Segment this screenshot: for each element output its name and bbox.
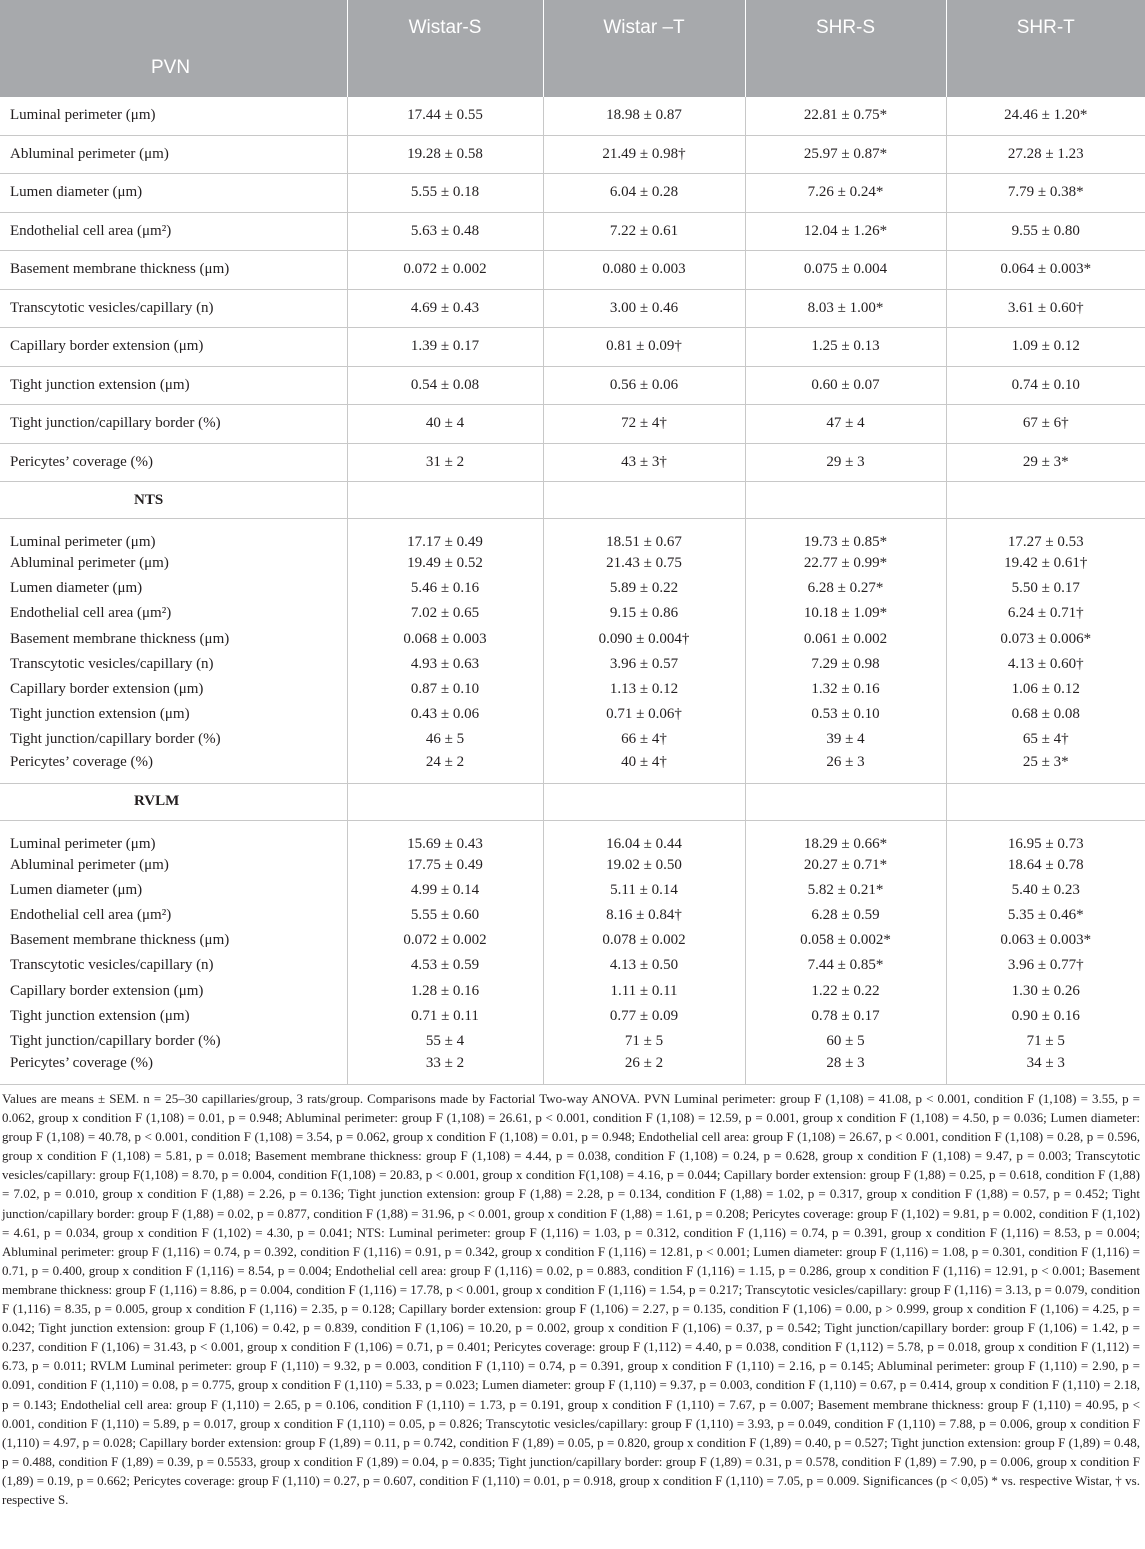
- value-cell: 1.30 ± 0.26: [1011, 982, 1080, 999]
- value-cell: 0.71 ± 0.06†: [543, 702, 745, 727]
- row-label: Tight junction extension (μm): [0, 1004, 347, 1029]
- table-row: [0, 576, 1145, 601]
- table-footnote: Values are means ± SEM. n = 25–30 capillaries/group, 3 rats/group. Comparisons made by Factorial Two-way ANOVA. PVN Luminal perimeter: group F (1,108) = 41.08, p < 0.001, condition F (1,108) = 3.55, p = 0.062, group x condition F (1,108) = 0.01, p = 0.948; Abluminal perimeter: group F (1,108) = 26.61, p < 0.001, condition F (1,108) = 12.59, p = 0.001, group x condition F (1,108) = 4.50, p = 0.036; Lumen diameter: group F (1,108) = 40.78, p < 0.001, condition F (1,108) = 3.54, p = 0.062, group x condition F (1,108) = 0.01, p = 0.948; Endothelial cell area: group F (1,108) = 26.67, p < 0.001, condition F (1,108) = 0.28, p = 0.596, group x condition F (1,108) = 5.81, p = 0.018; Basement membrane thickness: group F (1,108) = 4.44, p = 0.038, condition F (1,108) = 0.24, p = 0.628, group x condition F (1,108) = 9.47, p = 0.003; Transcytotic vesicles/capillary: group F(1,108) = 8.70, p = 0.004, condition F(1,108) = 20.83, p < 0.001, group x condition F(1,108) = 4.16, p = 0.044; Capillary border extension: group F (1,88) = 0.25, p = 0.618, condition F (1,88) = 7.02, p = 0.010, group x condition F (1,88) = 2.26, p = 0.136; Tight junction extension: group F (1,88) = 2.28, p = 0.134, condition F (1,88) = 1.02, p = 0.317, group x condition F (1,88) = 0.57, p = 0.452; Tight junction/capillary border: group F (1,88) = 0.02, p = 0.877, condition F (1,88) = 31.96, p < 0.001, group x condition F (1,88) = 1.61, p = 0.208; Pericytes coverage: group F (1,102) = 9.81, p = 0.002, condition F (1,102) = 4.61, p = 0.034, group x condition F (1,102) = 4.30, p = 0.041; NTS: Luminal perimeter: group F (1,116) = 1.03, p = 0.312, condition F (1,116) = 0.74, p = 0.391, group x condition F (1,116) = 8.53, p = 0.004; Abluminal perimeter: group F (1,116) = 0.74, p = 0.392, condition F (1,116) = 0.91, p = 0.342, group x condition F (1,116) = 12.81, p < 0.001; Lumen diameter: group F (1,116) = 1.08, p = 0.301, condition F (1,116) = 0.71, p = 0.400, group x condition F (1,116) = 8.54, p = 0.004; Endothelial cell area: group F (1,116) = 0.02, p = 0.883, condition F (1,116) = 1.15, p = 0.286, group x condition F (1,116) = 12.91, p < 0.001; Basement membrane thickness: group F (1,116) = 8.86, p = 0.004, condition F (1,116) = 17.78, p < 0.001, group x condition F (1,116) = 1.54, p = 0.217; Transcytotic vesicles/capillary: group F (1,116) = 3.13, p = 0.079, condition F (1,116) = 8.35, p = 0.005, group x condition F (1,116) = 2.35, p = 0.128; Capillary border extension: group F (1,106) = 2.27, p = 0.135, condition F (1,106) = 0.00, p > 0.999, group x condition F (1,106) = 4.25, p = 0.042; Tight junction extension: group F (1,106) = 0.42, p = 0.839, condition F (1,106) = 10.20, p = 0.002, group x condition F (1,106) = 0.37, p = 0.542; Tight junction/capillary border: group F (1,106) = 1.42, p = 0.237, condition F (1,106) = 31.43, p < 0.001, group x condition F (1,106) = 0.71, p = 0.401; Pericytes coverage: group F (1,112) = 4.40, p = 0.038, condition F (1,112) = 5.78, p = 0.018, group x condition F (1,112) = 6.73, p = 0.011; RVLM Luminal perimeter: group F (1,110) = 9.32, p = 0.003, condition F (1,110) = 0.74, p = 0.391, group x condition F (1,110) = 2.16, p = 0.145; Abluminal perimeter: group F (1,110) = 2.90, p = 0.091, condition F (1,110) = 0.08, p = 0.775, group x condition F (1,110) = 5.33, p = 0.023; Lumen diameter: group F (1,110) = 9.37, p = 0.003, condition F (1,110) = 0.67, p = 0.414, group x condition F (1,110) = 2.18, p = 0.143; Endothelial cell area: group F (1,110) = 2.65, p = 0.106, condition F (1,110) = 1.73, p = 0.191, group x condition F (1,110) = 7.67, p = 0.007; Basement membrane thickness: group F (1,110) = 40.95, p < 0.001, condition F (1,110) = 5.89, p = 0.017, group x condition F (1,110) = 0.05, p = 0.826; Transcytotic vesicles/capillary: group F (1,110) = 3.93, p = 0.049, condition F (1,110) = 7.88, p = 0.006, group x condition F (1,110) = 4.97, p = 0.028; Capillary border extension: group F (1,89) = 0.11, p = 0.742, condition F (1,89) = 0.05, p = 0.820, group x condition F (1,89) = 0.40, p = 0.527; Tight junction extension: group F (1,89) = 0.48, p = 0.488, condition F (1,89) = 0.39, p = 0.5533, group x condition F (1,89) = 0.04, p = 0.835; Tight junction/capillary border: group F (1,89) = 0.31, p = 0.578, condition F (1,89) = 7.90, p = 0.006, group x condition F (1,89) = 0.19, p = 0.662; Pericytes coverage: group F (1,110) = 0.27, p = 0.607, condition F (1,110) = 0.01, p = 0.918, group x condition F (1,110) = 7.05, p = 0.009. Significances (p < 0,05) * vs. respective Wistar, † vs. respective S.: [2, 1091, 1140, 1507]
- row-label: Transcytotic vesicles/capillary (n): [0, 289, 347, 328]
- table-row: [0, 652, 1145, 677]
- value-cell: 1.28 ± 0.16: [347, 978, 543, 1003]
- value-cell: 4.13 ± 0.60†: [1007, 655, 1084, 672]
- row-label: Abluminal perimeter (μm): [0, 551, 347, 576]
- row-label: Basement membrane thickness (μm): [0, 627, 347, 652]
- value-cell: 16.95 ± 0.73: [1007, 835, 1084, 852]
- value-cell: 33 ± 2: [347, 1054, 543, 1085]
- table-row: [0, 978, 1145, 1003]
- section-empty-cell: [946, 482, 1145, 519]
- value-cell: 17.75 ± 0.49: [347, 853, 543, 878]
- row-label: Tight junction/capillary border (%): [0, 727, 347, 752]
- header-spacer: [543, 55, 745, 97]
- section-empty-cell: [946, 783, 1145, 820]
- value-cell: 3.96 ± 0.57: [543, 652, 745, 677]
- value-cell: 0.78 ± 0.17: [745, 1004, 946, 1029]
- table-row: [0, 551, 1145, 576]
- value-cell: 3.96 ± 0.77†: [1007, 957, 1084, 974]
- header-spacer: [745, 55, 946, 97]
- value-cell: 5.11 ± 0.14: [543, 878, 745, 903]
- value-cell: 6.28 ± 0.27*: [745, 576, 946, 601]
- column-header: SHR-S: [745, 0, 946, 55]
- section-empty-cell: [543, 783, 745, 820]
- value-cell: 20.27 ± 0.71*: [745, 853, 946, 878]
- value-cell: 16.04 ± 0.44: [543, 820, 745, 853]
- section-empty-cell: [347, 482, 543, 519]
- value-cell: 0.064 ± 0.003*: [946, 251, 1145, 290]
- table-row: [0, 1054, 1145, 1085]
- header-spacer: [946, 55, 1145, 97]
- value-cell: 12.04 ± 1.26*: [745, 212, 946, 251]
- value-cell: 1.22 ± 0.22: [745, 978, 946, 1003]
- table-row: [0, 753, 1145, 784]
- value-cell: 5.55 ± 0.18: [347, 174, 543, 213]
- value-cell: 25 ± 3*: [946, 753, 1145, 784]
- value-cell: 21.43 ± 0.75: [543, 551, 745, 576]
- value-cell: 0.71 ± 0.11: [347, 1004, 543, 1029]
- table-row: [0, 212, 1145, 251]
- table-row: [0, 405, 1145, 444]
- table-row: [0, 677, 1145, 702]
- value-cell: 7.29 ± 0.98: [745, 652, 946, 677]
- value-cell: 0.072 ± 0.002: [347, 928, 543, 953]
- value-cell: 0.058 ± 0.002*: [745, 928, 946, 953]
- section-empty-cell: [745, 482, 946, 519]
- value-cell: 72 ± 4†: [543, 405, 745, 444]
- value-cell: 1.39 ± 0.17: [347, 328, 543, 367]
- value-cell: 6.28 ± 0.59: [745, 903, 946, 928]
- table-row: [0, 928, 1145, 953]
- value-cell: 40 ± 4†: [543, 753, 745, 784]
- row-label: Capillary border extension (μm): [0, 978, 347, 1003]
- value-cell: 1.11 ± 0.11: [543, 978, 745, 1003]
- value-cell: 0.53 ± 0.10: [745, 702, 946, 727]
- value-cell: 19.28 ± 0.58: [347, 135, 543, 174]
- row-label: Luminal perimeter (μm): [0, 820, 347, 853]
- value-cell: 19.73 ± 0.85*: [745, 519, 946, 552]
- value-cell: 15.69 ± 0.43: [347, 820, 543, 853]
- row-label: Abluminal perimeter (μm): [0, 853, 347, 878]
- section-empty-cell: [347, 783, 543, 820]
- value-cell: 5.50 ± 0.17: [1011, 580, 1080, 597]
- row-label: Luminal perimeter (μm): [0, 97, 347, 135]
- table-row: [0, 366, 1145, 405]
- column-header: Wistar-S: [347, 0, 543, 55]
- row-label: Endothelial cell area (μm²): [0, 212, 347, 251]
- value-cell: 3.00 ± 0.46: [543, 289, 745, 328]
- value-cell: 1.13 ± 0.12: [543, 677, 745, 702]
- row-label: Basement membrane thickness (μm): [0, 251, 347, 290]
- value-cell: 7.02 ± 0.65: [347, 601, 543, 626]
- table-row: [0, 289, 1145, 328]
- value-cell: 4.69 ± 0.43: [347, 289, 543, 328]
- value-cell: 7.22 ± 0.61: [543, 212, 745, 251]
- table-row: [0, 1029, 1145, 1054]
- value-cell: 4.53 ± 0.59: [347, 953, 543, 978]
- table-row: [0, 853, 1145, 878]
- value-cell: 0.063 ± 0.003*: [1000, 932, 1092, 949]
- value-cell: 0.77 ± 0.09: [543, 1004, 745, 1029]
- value-cell: 22.77 ± 0.99*: [745, 551, 946, 576]
- value-cell: 6.24 ± 0.71†: [1007, 605, 1084, 622]
- value-cell: 0.068 ± 0.003: [347, 627, 543, 652]
- value-cell: 26 ± 2: [543, 1054, 745, 1085]
- value-cell: 0.81 ± 0.09†: [543, 328, 745, 367]
- value-cell: 9.55 ± 0.80: [946, 212, 1145, 251]
- value-cell: 0.56 ± 0.06: [543, 366, 745, 405]
- table-row: [0, 97, 1145, 135]
- value-cell: 0.68 ± 0.08: [1011, 706, 1080, 723]
- value-cell: 39 ± 4: [745, 727, 946, 752]
- section-empty-cell: [745, 783, 946, 820]
- table-row: [0, 727, 1145, 752]
- value-cell: 25.97 ± 0.87*: [745, 135, 946, 174]
- row-label: Capillary border extension (μm): [0, 328, 347, 367]
- value-cell: 5.55 ± 0.60: [347, 903, 543, 928]
- row-label: Luminal perimeter (μm): [0, 519, 347, 552]
- value-cell: 17.27 ± 0.53: [1007, 534, 1084, 550]
- row-label: Capillary border extension (μm): [0, 677, 347, 702]
- value-cell: 60 ± 5: [745, 1029, 946, 1054]
- value-cell: 24 ± 2: [347, 753, 543, 784]
- row-label: Pericytes’ coverage (%): [0, 1054, 347, 1085]
- value-cell: 0.87 ± 0.10: [347, 677, 543, 702]
- value-cell: 1.32 ± 0.16: [745, 677, 946, 702]
- table-row: [0, 953, 1145, 978]
- value-cell: 29 ± 3*: [946, 443, 1145, 482]
- value-cell: 21.49 ± 0.98†: [543, 135, 745, 174]
- value-cell: 26 ± 3: [745, 753, 946, 784]
- value-cell: 0.075 ± 0.004: [745, 251, 946, 290]
- value-cell: 8.03 ± 1.00*: [745, 289, 946, 328]
- value-cell: 24.46 ± 1.20*: [946, 97, 1145, 135]
- value-cell: 34 ± 3: [946, 1054, 1145, 1085]
- value-cell: 5.63 ± 0.48: [347, 212, 543, 251]
- value-cell: 0.74 ± 0.10: [946, 366, 1145, 405]
- value-cell: 7.44 ± 0.85*: [745, 953, 946, 978]
- table-row: [0, 878, 1145, 903]
- value-cell: 8.16 ± 0.84†: [543, 903, 745, 928]
- table-row: [0, 328, 1145, 367]
- value-cell: 5.46 ± 0.16: [347, 576, 543, 601]
- value-cell: 71 ± 5: [543, 1029, 745, 1054]
- value-cell: 67 ± 6†: [946, 405, 1145, 444]
- value-cell: 47 ± 4: [745, 405, 946, 444]
- table-row: [0, 601, 1145, 626]
- value-cell: 46 ± 5: [347, 727, 543, 752]
- row-label: Lumen diameter (μm): [0, 576, 347, 601]
- value-cell: 1.25 ± 0.13: [745, 328, 946, 367]
- table-row: [0, 820, 1145, 853]
- value-cell: 43 ± 3†: [543, 443, 745, 482]
- value-cell: 65 ± 4†: [1022, 731, 1069, 748]
- value-cell: 6.04 ± 0.28: [543, 174, 745, 213]
- table-row: [0, 903, 1145, 928]
- value-cell: 31 ± 2: [347, 443, 543, 482]
- value-cell: 5.40 ± 0.23: [1011, 881, 1080, 898]
- value-cell: 0.073 ± 0.006*: [1000, 630, 1092, 647]
- table-row: [0, 627, 1145, 652]
- value-cell: 9.15 ± 0.86: [543, 601, 745, 626]
- value-cell: 0.90 ± 0.16: [1011, 1007, 1080, 1024]
- table-row: [0, 519, 1145, 552]
- value-cell: 19.42 ± 0.61†: [1004, 555, 1088, 572]
- value-cell: 29 ± 3: [745, 443, 946, 482]
- value-cell: 18.64 ± 0.78: [1007, 856, 1084, 873]
- value-cell: 71 ± 5: [1026, 1032, 1065, 1049]
- header-corner-top: [0, 0, 347, 55]
- table-row: [0, 443, 1145, 482]
- row-label: Lumen diameter (μm): [0, 174, 347, 213]
- value-cell: 17.17 ± 0.49: [347, 519, 543, 552]
- value-cell: 17.44 ± 0.55: [347, 97, 543, 135]
- row-label: Pericytes’ coverage (%): [0, 753, 347, 784]
- column-header: SHR-T: [946, 0, 1145, 55]
- value-cell: 28 ± 3: [745, 1054, 946, 1085]
- value-cell: 40 ± 4: [347, 405, 543, 444]
- table-row: [0, 1004, 1145, 1029]
- row-label: Tight junction extension (μm): [0, 366, 347, 405]
- row-label: Tight junction/capillary border (%): [0, 405, 347, 444]
- value-cell: 0.061 ± 0.002: [745, 627, 946, 652]
- value-cell: 1.06 ± 0.12: [1011, 681, 1080, 698]
- table-row: [0, 174, 1145, 213]
- value-cell: 19.02 ± 0.50: [543, 853, 745, 878]
- row-label: Endothelial cell area (μm²): [0, 601, 347, 626]
- value-cell: 0.072 ± 0.002: [347, 251, 543, 290]
- row-label: Pericytes’ coverage (%): [0, 443, 347, 482]
- value-cell: 4.13 ± 0.50: [543, 953, 745, 978]
- value-cell: 0.54 ± 0.08: [347, 366, 543, 405]
- value-cell: 18.98 ± 0.87: [543, 97, 745, 135]
- row-label: Abluminal perimeter (μm): [0, 135, 347, 174]
- section-title: NTS: [0, 482, 347, 519]
- value-cell: 27.28 ± 1.23: [946, 135, 1145, 174]
- value-cell: 0.60 ± 0.07: [745, 366, 946, 405]
- table-row: [0, 702, 1145, 727]
- section-header-row: [0, 482, 1145, 519]
- table-header: [0, 0, 1145, 97]
- value-cell: 18.51 ± 0.67: [543, 519, 745, 552]
- column-header: Wistar –T: [543, 0, 745, 55]
- value-cell: 10.18 ± 1.09*: [745, 601, 946, 626]
- value-cell: 18.29 ± 0.66*: [745, 820, 946, 853]
- value-cell: 55 ± 4: [347, 1029, 543, 1054]
- table-row: [0, 251, 1145, 290]
- section-header-row: [0, 783, 1145, 820]
- row-label: Tight junction/capillary border (%): [0, 1029, 347, 1054]
- value-cell: 3.61 ± 0.60†: [946, 289, 1145, 328]
- value-cell: 22.81 ± 0.75*: [745, 97, 946, 135]
- value-cell: 0.090 ± 0.004†: [543, 627, 745, 652]
- row-label: Basement membrane thickness (μm): [0, 928, 347, 953]
- value-cell: 66 ± 4†: [543, 727, 745, 752]
- value-cell: 5.89 ± 0.22: [543, 576, 745, 601]
- table-body: [0, 97, 1145, 1085]
- header-spacer: [347, 55, 543, 97]
- value-cell: 0.078 ± 0.002: [543, 928, 745, 953]
- value-cell: 4.93 ± 0.63: [347, 652, 543, 677]
- row-label: Transcytotic vesicles/capillary (n): [0, 953, 347, 978]
- value-cell: 0.43 ± 0.06: [347, 702, 543, 727]
- value-cell: 7.26 ± 0.24*: [745, 174, 946, 213]
- row-label: Transcytotic vesicles/capillary (n): [0, 652, 347, 677]
- section-title: RVLM: [0, 783, 347, 820]
- row-label: Tight junction extension (μm): [0, 702, 347, 727]
- value-cell: 0.080 ± 0.003: [543, 251, 745, 290]
- value-cell: 19.49 ± 0.52: [347, 551, 543, 576]
- value-cell: 4.99 ± 0.14: [347, 878, 543, 903]
- table-row: [0, 135, 1145, 174]
- value-cell: 5.82 ± 0.21*: [745, 878, 946, 903]
- row-label: Lumen diameter (μm): [0, 878, 347, 903]
- value-cell: 5.35 ± 0.46*: [1007, 906, 1084, 923]
- value-cell: 7.79 ± 0.38*: [946, 174, 1145, 213]
- region-label: PVN: [0, 55, 347, 97]
- row-label: Endothelial cell area (μm²): [0, 903, 347, 928]
- section-empty-cell: [543, 482, 745, 519]
- value-cell: 1.09 ± 0.12: [946, 328, 1145, 367]
